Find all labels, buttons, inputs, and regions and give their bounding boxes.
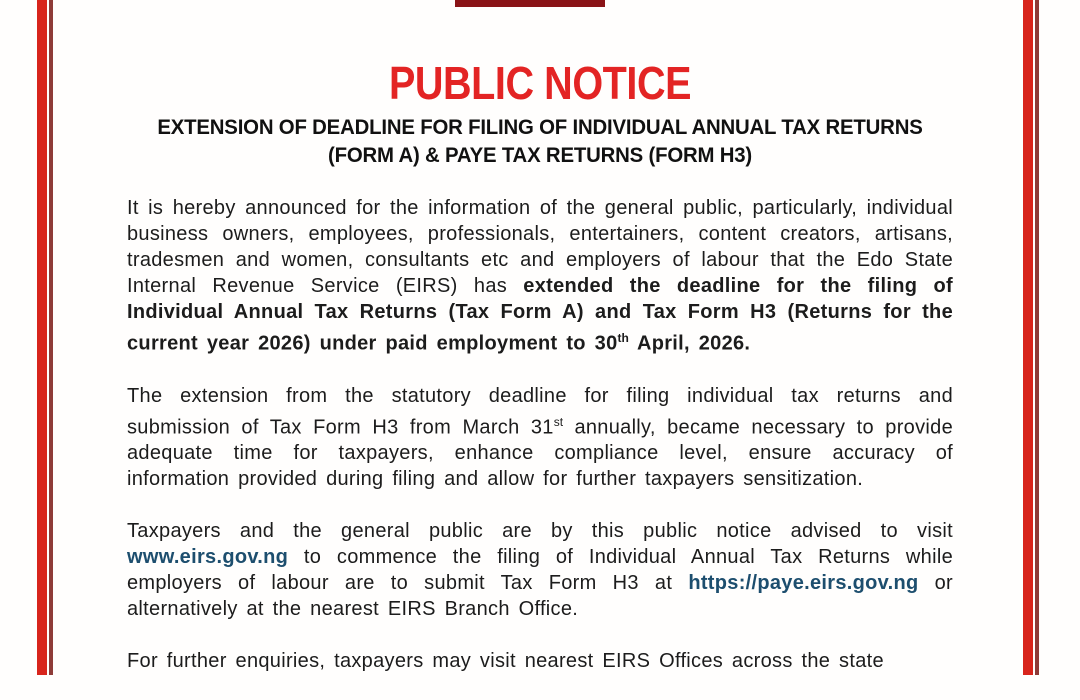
text-segment: The extension from the statutory deadline for filing individual tax returns and submission of Tax Form H3 from March 31 — [127, 384, 953, 439]
text-segment: st — [553, 414, 564, 429]
text-segment: It is hereby announced for the information of the general public, particularly, individual business owners, employees, professionals, entertainers, content creators, artisans, tradesmen and women, consultants etc and employers of labour that the Edo State Internal Revenue Service (EIRS) has — [127, 197, 953, 297]
notice-subtitle-line1: EXTENSION OF DEADLINE FOR FILING OF INDIVIDUAL ANNUAL TAX RETURNS — [157, 116, 923, 139]
left-border-thick-line — [37, 0, 47, 675]
right-border-thick-line — [1023, 0, 1033, 675]
url-text: https://paye.eirs.gov.ng — [688, 572, 919, 595]
text-segment: April, 2026. — [628, 332, 751, 355]
left-border-thin-line — [49, 0, 53, 675]
notice-body — [127, 195, 953, 700]
text-segment: Taxpayers and the general public are by this public notice advised to visit — [127, 520, 953, 543]
text-segment: or alternatively at the nearest EIRS Branch Office. — [127, 572, 953, 621]
paragraph — [127, 383, 953, 493]
text-segment: th — [617, 331, 629, 345]
paragraph — [127, 648, 953, 674]
notice-subtitle — [16, 114, 1064, 170]
text-segment: annually, became necessary to provide adequate time for taxpayers, enhance compliance level, ensure accuracy of information provided during filing and allow for further taxpayers sensitization. — [127, 416, 953, 491]
url-text: www.eirs.gov.ng — [127, 546, 289, 569]
cropped-header-banner — [455, 0, 605, 7]
notice-subtitle-line2: (FORM A) & PAYE TAX RETURNS (FORM H3) — [327, 144, 752, 167]
notice-title: PUBLIC NOTICE — [388, 57, 692, 109]
text-segment: extended the deadline for the filing of Individual Annual Tax Returns (Tax Form A) and Tax Form H3 (Returns for the current year 2026) under paid employment to 30 — [127, 275, 953, 355]
text-segment: to commence the filing of Individual Annual Tax Returns while employers of labour are to submit Tax Form H3 at — [127, 546, 953, 595]
paragraph — [127, 195, 953, 357]
text-segment: For further enquiries, taxpayers may visit nearest EIRS Offices across the state — [127, 650, 884, 673]
paragraph — [127, 518, 953, 622]
right-border-thin-line — [1035, 0, 1039, 675]
